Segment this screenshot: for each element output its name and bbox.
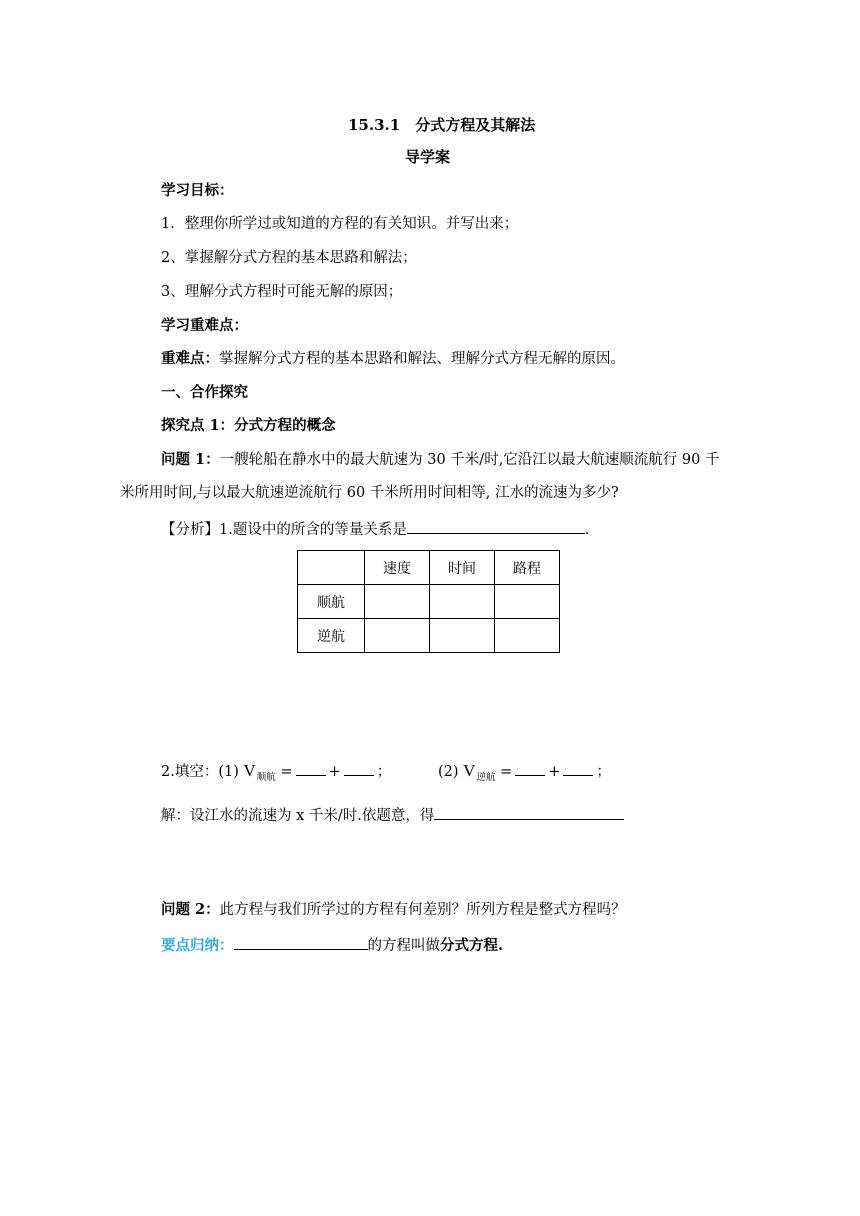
velocity-symbol: V [463, 761, 476, 780]
question-1 [161, 450, 719, 470]
equals-sign: = [275, 764, 293, 780]
table-header-cell: 路程 [495, 551, 560, 585]
summary-label: 要点归纳： [161, 937, 234, 954]
analysis-period: . [584, 522, 590, 538]
table-cell[interactable] [365, 619, 430, 653]
table-header-cell: 速度 [365, 551, 430, 585]
table-cell[interactable] [430, 585, 495, 619]
solve-line [161, 804, 624, 826]
velocity-subscript: 逆航 [476, 772, 496, 783]
table-cell[interactable] [365, 585, 430, 619]
question-2-label: 问题 2： [161, 901, 220, 918]
answer-blank[interactable] [296, 760, 326, 776]
table-header-row [298, 551, 560, 585]
page-title: 15.3.1 分式方程及其解法 [348, 116, 536, 134]
velocity-subscript: 顺航 [256, 772, 276, 783]
answer-blank[interactable] [234, 934, 368, 950]
goals-heading: 学习目标： [161, 182, 234, 199]
table-row-label: 顺航 [298, 585, 365, 619]
velocity-symbol: V [243, 761, 256, 780]
summary-term: 分式方程. [440, 937, 504, 954]
goal-item: 3、理解分式方程时可能无解的原因； [161, 284, 403, 300]
table-row [298, 619, 560, 653]
answer-blank[interactable] [344, 760, 374, 776]
answer-blank[interactable] [434, 804, 624, 820]
equals-sign: = [495, 764, 513, 780]
key-text: 掌握解分式方程的基本思路和解法、理解分式方程无解的原因。 [219, 351, 625, 367]
table-row [298, 585, 560, 619]
answer-blank[interactable] [515, 760, 545, 776]
key-points [161, 349, 625, 369]
table-row-label: 逆航 [298, 619, 365, 653]
key-label: 重难点： [161, 350, 219, 367]
plus-sign: + [548, 764, 561, 780]
table-header-cell: 时间 [430, 551, 495, 585]
summary-mid: 的方程叫做 [367, 938, 440, 954]
fill-in-line [161, 760, 391, 784]
fill-part2: (2) [438, 764, 464, 780]
fill-prefix: 2.填空：(1) [161, 764, 244, 780]
semicolon: ； [376, 764, 392, 780]
summary-line [161, 934, 503, 956]
speed-table [297, 550, 560, 653]
table-header-cell [298, 551, 365, 585]
question-1-text: 一艘轮船在静水中的最大航速为 30 千米/时,它沿江以最大航速顺流航行 90 千 [219, 452, 720, 468]
page-subtitle: 导学案 [405, 148, 451, 166]
analysis-text: 【分析】1.题设中的所含的等量关系是 [161, 522, 407, 538]
goal-item: 2、掌握解分式方程的基本思路和解法； [161, 250, 417, 266]
table-cell[interactable] [495, 585, 560, 619]
analysis-line [161, 518, 589, 540]
point-heading: 探究点 1：分式方程的概念 [161, 417, 336, 434]
question-2 [161, 900, 626, 920]
key-heading: 学习重难点： [161, 317, 248, 334]
answer-blank[interactable] [407, 518, 585, 534]
question-1-label: 问题 1： [161, 451, 220, 468]
question-2-text: 此方程与我们所学过的方程有何差别？所列方程是整式方程吗？ [219, 902, 626, 918]
solve-text: 解：设江水的流速为 x 千米/时.依题意，得 [161, 808, 435, 824]
plus-sign: + [328, 764, 341, 780]
question-1-continued: 米所用时间,与以最大航速逆流航行 60 千米所用时间相等, 江水的流速为多少? [120, 485, 619, 501]
answer-blank[interactable] [563, 760, 593, 776]
semicolon: ； [596, 764, 611, 780]
fill-in-line-2 [438, 760, 611, 784]
section-heading: 一、合作探究 [161, 384, 248, 401]
table-cell[interactable] [430, 619, 495, 653]
goal-item: 1．整理你所学过或知道的方程的有关知识。并写出来； [161, 216, 519, 232]
table-cell[interactable] [495, 619, 560, 653]
